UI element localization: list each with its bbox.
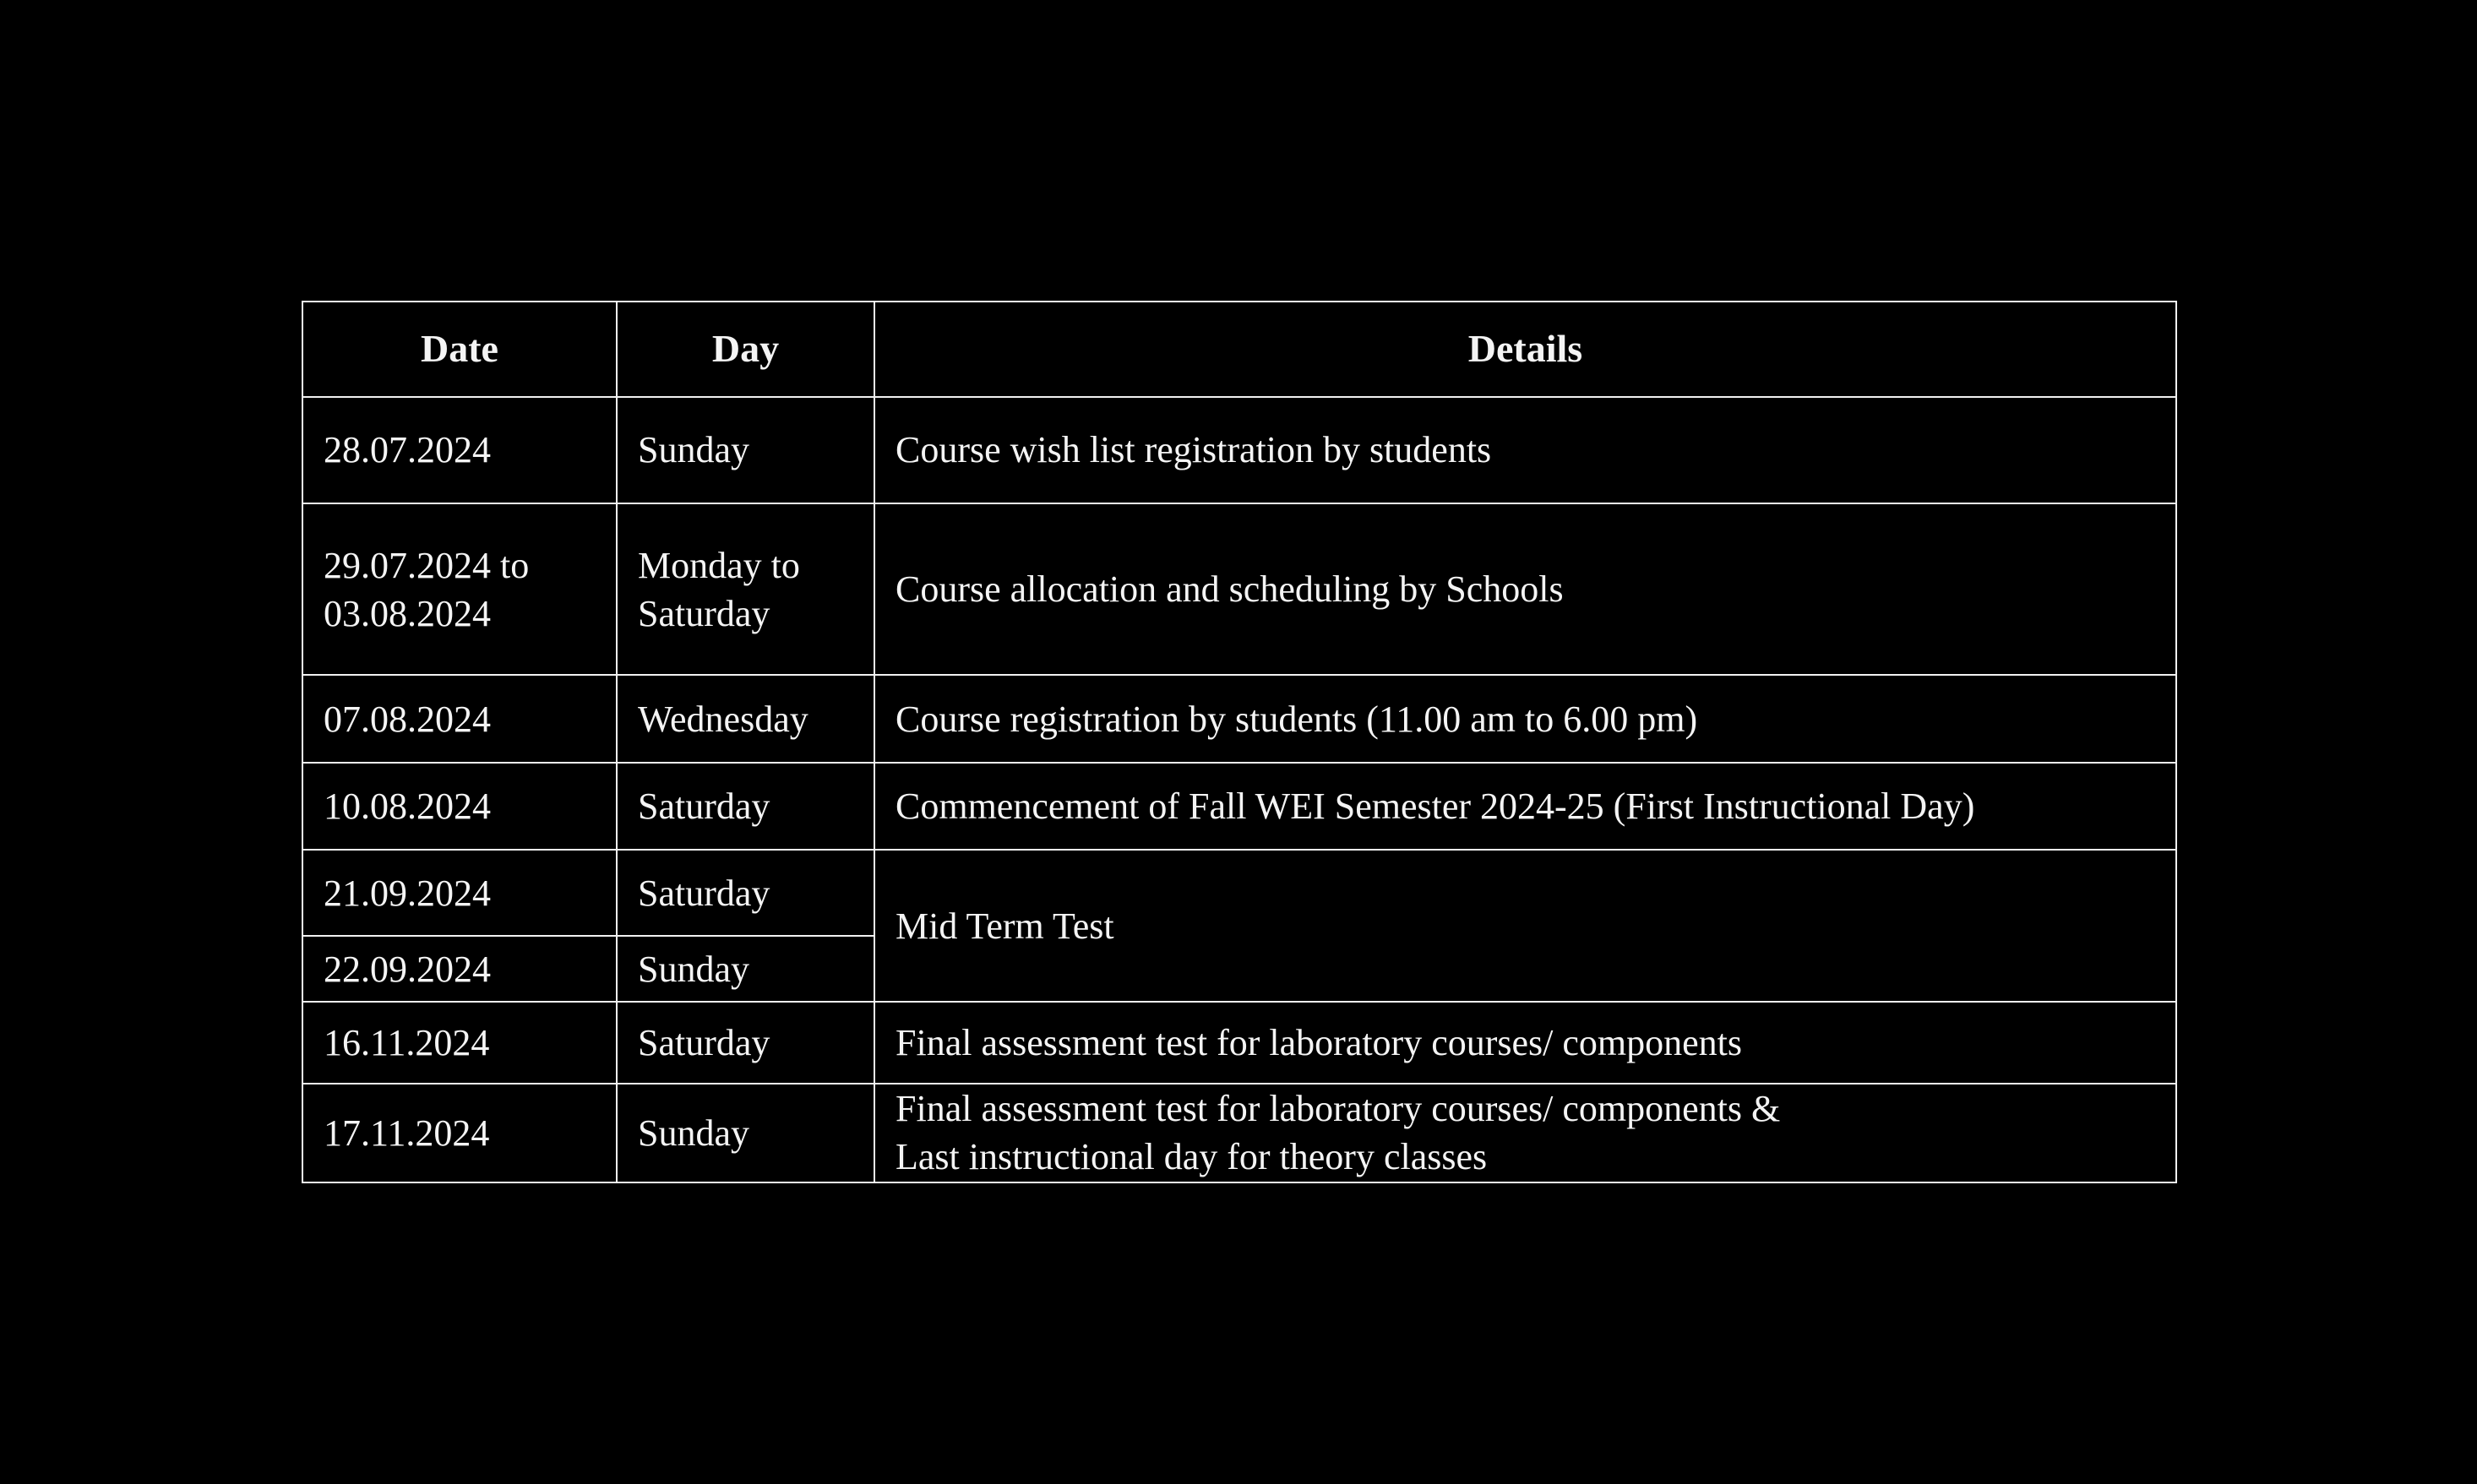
header-details: Details — [874, 302, 2176, 397]
date-cell — [302, 763, 617, 851]
day-cell — [617, 1084, 874, 1182]
table-header-row — [302, 302, 2176, 397]
details-text: Last instructional day for theory classes — [896, 1136, 1488, 1178]
details-cell — [874, 763, 2176, 851]
date-cell — [302, 936, 617, 1002]
date-text: 21.09.2024 — [324, 872, 491, 914]
details-text: Mid Term Test — [896, 905, 1114, 947]
table-row — [302, 1084, 2176, 1182]
table-row — [302, 1002, 2176, 1084]
date-cell — [302, 1084, 617, 1182]
day-text: Sunday — [638, 948, 749, 990]
day-cell — [617, 1002, 874, 1084]
details-cell — [874, 850, 2176, 1002]
date-cell — [302, 850, 617, 936]
details-cell — [874, 675, 2176, 763]
day-cell — [617, 675, 874, 763]
date-cell — [302, 503, 617, 675]
details-text: Final assessment test for laboratory courses/ components — [896, 1022, 1743, 1064]
day-cell — [617, 850, 874, 936]
day-text: Monday to — [638, 544, 800, 586]
table-row — [302, 850, 2176, 936]
day-text: Sunday — [638, 1112, 749, 1154]
date-cell — [302, 675, 617, 763]
date-cell — [302, 1002, 617, 1084]
table-row — [302, 397, 2176, 504]
details-cell — [874, 397, 2176, 504]
details-text: Course allocation and scheduling by Schools — [896, 568, 1564, 611]
day-text: Saturday — [638, 872, 770, 914]
header-day: Day — [617, 302, 874, 397]
day-text: Sunday — [638, 429, 749, 471]
academic-calendar-table — [302, 301, 2177, 1183]
date-text: 29.07.2024 to — [324, 544, 530, 586]
date-text: 03.08.2024 — [324, 592, 491, 634]
details-text: Course wish list registration by students — [896, 429, 1492, 471]
day-cell — [617, 763, 874, 851]
date-cell — [302, 397, 617, 504]
day-cell — [617, 397, 874, 504]
date-text: 17.11.2024 — [324, 1112, 490, 1154]
day-text: Wednesday — [638, 698, 808, 740]
date-text: 22.09.2024 — [324, 948, 491, 990]
day-text: Saturday — [638, 1022, 770, 1064]
details-text: Course registration by students (11.00 am to 6.00 pm) — [896, 698, 1698, 740]
details-text: Final assessment test for laboratory courses/ components & — [896, 1088, 1781, 1130]
details-cell — [874, 503, 2176, 675]
details-cell — [874, 1084, 2176, 1182]
table-row — [302, 503, 2176, 675]
date-text: 10.08.2024 — [324, 785, 491, 828]
day-text: Saturday — [638, 592, 770, 634]
day-text: Saturday — [638, 785, 770, 828]
date-text: 16.11.2024 — [324, 1022, 490, 1064]
date-text: 07.08.2024 — [324, 698, 491, 740]
table-row — [302, 675, 2176, 763]
details-cell — [874, 1002, 2176, 1084]
header-date: Date — [302, 302, 617, 397]
date-text: 28.07.2024 — [324, 429, 491, 471]
day-cell — [617, 503, 874, 675]
details-text: Commencement of Fall WEI Semester 2024-25 (First Instructional Day) — [896, 785, 1975, 828]
day-cell — [617, 936, 874, 1002]
table-row — [302, 763, 2176, 851]
